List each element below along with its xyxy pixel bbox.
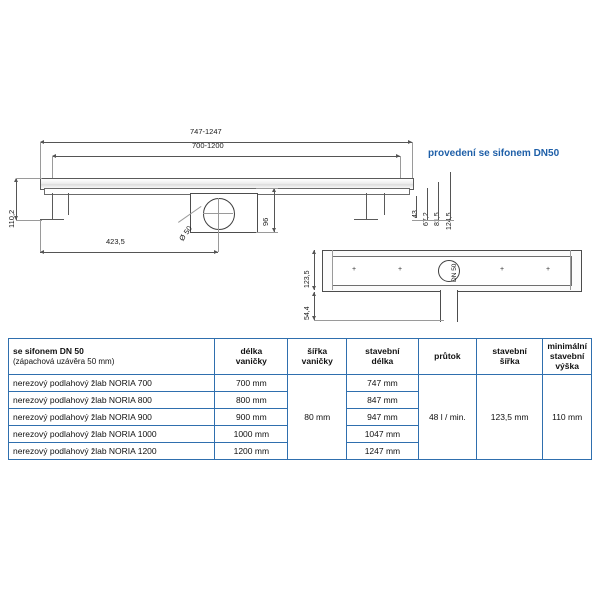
ext-depth-bot [256, 232, 278, 233]
header-prutok [418, 339, 476, 375]
section-div-right [570, 250, 571, 290]
header-stavebni-sirka-l2: šířka [499, 355, 520, 366]
header-min-vyska-l1: minimální stavební [547, 341, 587, 361]
dim-line-r3 [438, 182, 439, 220]
support-foot-right [354, 219, 378, 220]
header-prutok-l1: průtok [434, 350, 461, 361]
support-leg-right-2 [384, 193, 385, 215]
dim-outlet-offset: 423,5 [106, 237, 125, 246]
dim-line-inner [52, 156, 400, 157]
header-stavebni-sirka [477, 339, 543, 375]
dim-top-inner: 700-1200 [192, 141, 224, 150]
ext-h-top [16, 178, 42, 179]
cell-stavebni-sirka: 123,5 mm [477, 375, 543, 460]
cell-sirka-vanicky: 80 mm [288, 375, 347, 460]
dim-right-672: 67,2 [423, 212, 430, 226]
row-stavebni-delka: 947 mm [347, 409, 419, 426]
dim-section-dn: DN 50 [451, 263, 458, 282]
dim-line-left-height [16, 178, 17, 220]
row-name: nerezový podlahový žlab NORIA 900 [9, 409, 215, 426]
header-lead-sub: (zápachová uzávěra 50 mm) [13, 356, 115, 366]
row-delka: 1200 mm [215, 443, 288, 460]
header-sirka-vanicky-l1: šířka [307, 345, 328, 356]
table-header-row [9, 339, 592, 375]
header-sirka-vanicky [288, 339, 347, 375]
drawing-note: provedení se sifonem DN50 [428, 148, 560, 159]
ext-pipe-bottom [314, 320, 444, 321]
support-foot-left [40, 219, 64, 220]
dim-line-section-h [314, 250, 315, 290]
dim-arrow-down-sect [312, 286, 316, 290]
outlet-circle [203, 198, 235, 230]
section-mark-4: + [546, 266, 551, 273]
dim-right-815: 81,5 [434, 212, 441, 226]
row-stavebni-delka: 847 mm [347, 392, 419, 409]
support-leg-right [366, 193, 367, 219]
ext-depth-top [256, 188, 278, 189]
header-sirka-vanicky-l2: vaničky [301, 355, 333, 366]
dim-top-overall: 747-1247 [190, 127, 222, 136]
header-min-vyska [543, 339, 592, 375]
header-lead-title: se sifonem DN 50 [13, 346, 84, 357]
section-mark-2: + [398, 266, 403, 273]
technical-drawing [0, 110, 600, 335]
header-stavebni-delka-l2: délka [371, 355, 394, 366]
header-stavebni-delka-l1: stavební [365, 345, 400, 356]
dim-right-1245: 124,5 [446, 212, 453, 230]
dim-line-r2 [427, 188, 428, 220]
row-delka: 1000 mm [215, 426, 288, 443]
outlet-center-v [218, 198, 219, 228]
dim-line-r1 [416, 196, 417, 218]
row-delka: 900 mm [215, 409, 288, 426]
dim-outlet-diameter: Ø 50 [177, 224, 194, 243]
header-delka-vanicky [215, 339, 288, 375]
ext-right-base [412, 220, 454, 221]
dim-arrow-up-pipe [312, 292, 316, 296]
ext-offset-left [40, 220, 41, 252]
dim-section-height: 123,5 [304, 270, 311, 288]
header-stavebni-delka [347, 339, 419, 375]
cell-min-vyska: 110 mm [543, 375, 592, 460]
section-mark-1: + [352, 266, 357, 273]
dim-line-overall [40, 142, 412, 143]
dim-line-offset [40, 252, 218, 253]
dim-line-depth [274, 188, 275, 232]
dim-right-43: 43 [412, 210, 419, 218]
table-row [9, 375, 592, 392]
row-name: nerezový podlahový žlab NORIA 1200 [9, 443, 215, 460]
drain-pipe [440, 290, 458, 322]
row-stavebni-delka: 1247 mm [347, 443, 419, 460]
row-name: nerezový podlahový žlab NORIA 800 [9, 392, 215, 409]
dim-section-pipe: 54,4 [304, 306, 311, 320]
dim-arrow-up-sect [312, 250, 316, 254]
support-leg-left-2 [68, 193, 69, 215]
header-min-vyska-l2: výška [555, 360, 579, 371]
row-stavebni-delka: 1047 mm [347, 426, 419, 443]
dim-left-height: 110,2 [7, 209, 16, 228]
section-mark-3: + [500, 266, 505, 273]
row-delka: 700 mm [215, 375, 288, 392]
row-delka: 800 mm [215, 392, 288, 409]
specification-table [8, 338, 592, 460]
ext-offset-right [218, 228, 219, 252]
header-stavebni-sirka-l1: stavební [492, 345, 527, 356]
header-lead [9, 339, 215, 375]
dim-line-r4 [450, 172, 451, 220]
ext-h-bottom [16, 220, 42, 221]
header-delka-vanicky-l1: délka [240, 345, 263, 356]
row-stavebni-delka: 747 mm [347, 375, 419, 392]
section-div-left [332, 250, 333, 290]
header-delka-vanicky-l2: vaničky [235, 355, 267, 366]
row-name: nerezový podlahový žlab NORIA 700 [9, 375, 215, 392]
support-leg-left [52, 193, 53, 219]
dim-inner-depth: 96 [261, 217, 270, 226]
cell-prutok: 48 l / min. [418, 375, 476, 460]
row-name: nerezový podlahový žlab NORIA 1000 [9, 426, 215, 443]
